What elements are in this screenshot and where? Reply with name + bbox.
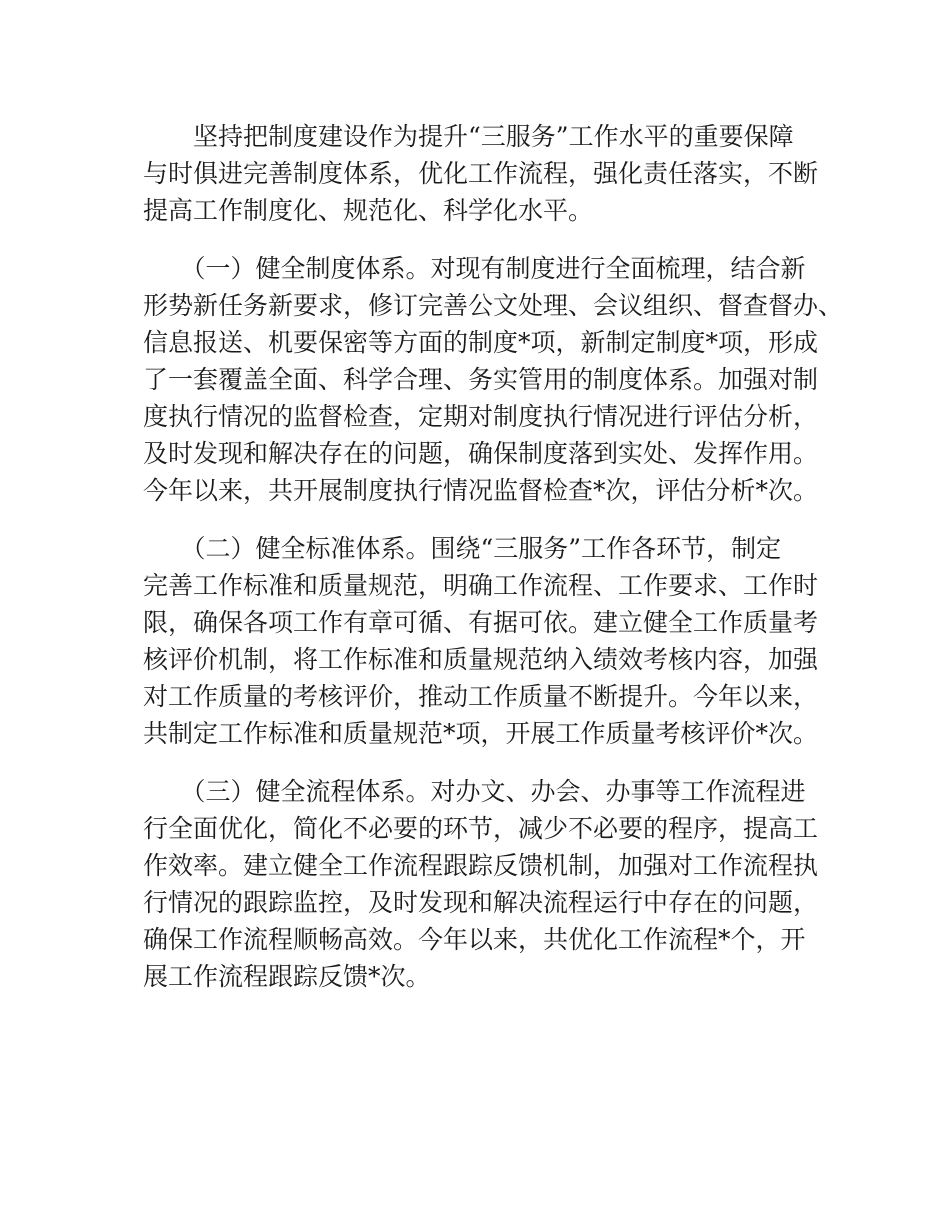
text-line: （一）健全制度体系。对现有制度进行全面梳理，结合新 [143,254,806,283]
text-line: 共制定工作标准和质量规范*项，开展工作质量考核评价*次。 [143,719,819,748]
text-line: 信息报送、机要保密等方面的制度*项，新制定制度*项，形成 [143,328,819,357]
text-line: 展工作流程跟踪反馈*次。 [143,962,431,991]
text-line: 行情况的跟踪监控，及时发现和解决流程运行中存在的问题， [143,888,819,917]
text-line: 对工作质量的考核评价，推动工作质量不断提升。今年以来， [143,682,819,711]
paragraph-standards [143,530,823,752]
text-line: （二）健全标准体系。围绕“三服务”工作各环节，制定 [143,534,782,563]
document-body [143,118,844,995]
text-line: 行全面优化，简化不必要的环节，减少不必要的程序，提高工 [143,814,819,843]
text-line: 核评价机制，将工作标准和质量规范纳入绩效考核内容，加强 [143,645,819,674]
paragraph-system [143,250,844,509]
text-line: 形势新任务新要求，修订完善公文处理、会议组织、督查督办、 [143,291,844,320]
text-line: 提高工作制度化、规范化、科学化水平。 [143,196,594,225]
text-line: 作效率。建立健全工作流程跟踪反馈机制，加强对工作流程执 [143,851,819,880]
text-line: 及时发现和解决存在的问题，确保制度落到实处、发挥作用。 [143,439,819,468]
paragraph-process [143,773,823,995]
text-line: 限，确保各项工作有章可循、有据可依。建立健全工作质量考 [143,608,819,637]
text-line: 完善工作标准和质量规范，明确工作流程、工作要求、工作时 [143,571,819,600]
text-line: 与时俱进完善制度体系，优化工作流程，强化责任落实，不断 [143,159,819,188]
text-line: 今年以来，共开展制度执行情况监督检查*次，评估分析*次。 [143,476,819,505]
text-line: （三）健全流程体系。对办文、办会、办事等工作流程进 [143,777,806,806]
paragraph-intro [143,118,823,229]
text-line: 确保工作流程顺畅高效。今年以来，共优化工作流程*个，开 [143,925,806,954]
text-line: 坚持把制度建设作为提升“三服务”工作水平的重要保障 [143,122,794,151]
text-line: 度执行情况的监督检查，定期对制度执行情况进行评估分析， [143,402,819,431]
text-line: 了一套覆盖全面、科学合理、务实管用的制度体系。加强对制 [143,365,819,394]
